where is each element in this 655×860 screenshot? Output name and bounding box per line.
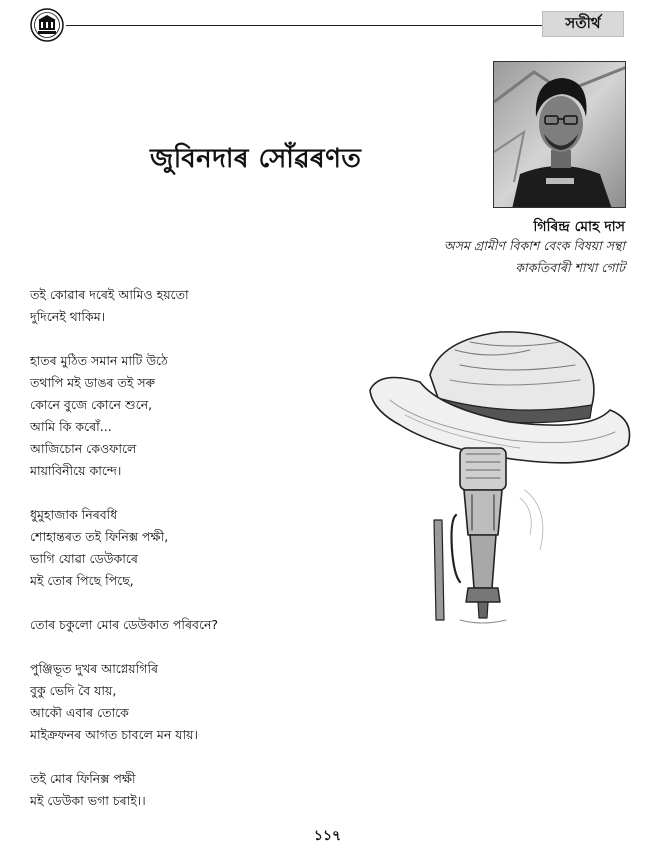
poem-line: মই তোৰ পিছে পিছে,	[30, 573, 134, 588]
poem-line: তই মোৰ ফিনিক্স পক্ষী	[30, 771, 136, 786]
poem-line: মাইক্ৰফনৰ আগত চাবলে মন যায়।	[30, 727, 198, 742]
poem-line: মই ডেউকা ভগা চৰাই।।	[30, 793, 146, 808]
poem-stanza	[30, 350, 380, 482]
poem-line: কোনে বুজে কোনে শুনে,	[30, 397, 153, 412]
author-photo	[493, 61, 626, 208]
poem-stanza	[30, 284, 380, 328]
author-name: গিৰিন্দ্ৰ মোহ দাস	[533, 219, 625, 235]
page-number: ১১৭	[313, 828, 342, 844]
poem-stanza	[30, 504, 380, 592]
hat-microphone-illustration	[360, 320, 640, 630]
poem-line: আমি কি কৰোঁ...	[30, 419, 112, 434]
poem-line: হাতৰ মুঠিত সমান মাটি উঠে	[30, 353, 168, 368]
publication-logo-icon	[30, 8, 64, 42]
poem-line: পুঞ্জিভূত দুখৰ আগ্নেয়গিৰি	[30, 661, 159, 676]
author-affiliation-line1: অসম গ্ৰামীণ বিকাশ বেংক বিষয়া সন্থা	[443, 238, 625, 253]
poem-stanza	[30, 768, 380, 812]
poem-line: আকৌ এবাৰ তোকে	[30, 705, 129, 720]
section-label: সতীৰ্থ	[542, 11, 624, 37]
poem-line: আজিচোন কেওফালে	[30, 441, 137, 456]
poem-line: মায়াবিনীয়ে কান্দে।	[30, 463, 122, 478]
header-rule	[66, 25, 542, 26]
poem-line: তোৰ চকুলো মোৰ ডেউকাত পৰিবনে?	[30, 617, 219, 632]
poem-line: শোহান্তৰত তই ফিনিক্স পক্ষী,	[30, 529, 169, 544]
poem-line: তই কোৱাৰ দৰেই আমিও হয়তো	[30, 287, 189, 302]
author-affiliation-line2: কাকতিবাৰী শাখা গোট	[515, 260, 625, 275]
poem-line: বুকু ভেদি বৈ যায়,	[30, 683, 117, 698]
poem-stanza	[30, 614, 380, 636]
poem-body	[30, 284, 380, 834]
poem-stanza	[30, 658, 380, 746]
poem-line: ধুমুহাজাক নিৰবধি	[30, 507, 118, 522]
poem-line: ভাগি যোৱা ডেউকাৰে	[30, 551, 138, 566]
article-title: জুবিনদাৰ সোঁৱৰণত	[150, 144, 362, 174]
poem-line: তথাপি মই ডাঙৰ তই সৰু	[30, 375, 156, 390]
poem-line: দুদিনেই থাকিম।	[30, 309, 106, 324]
